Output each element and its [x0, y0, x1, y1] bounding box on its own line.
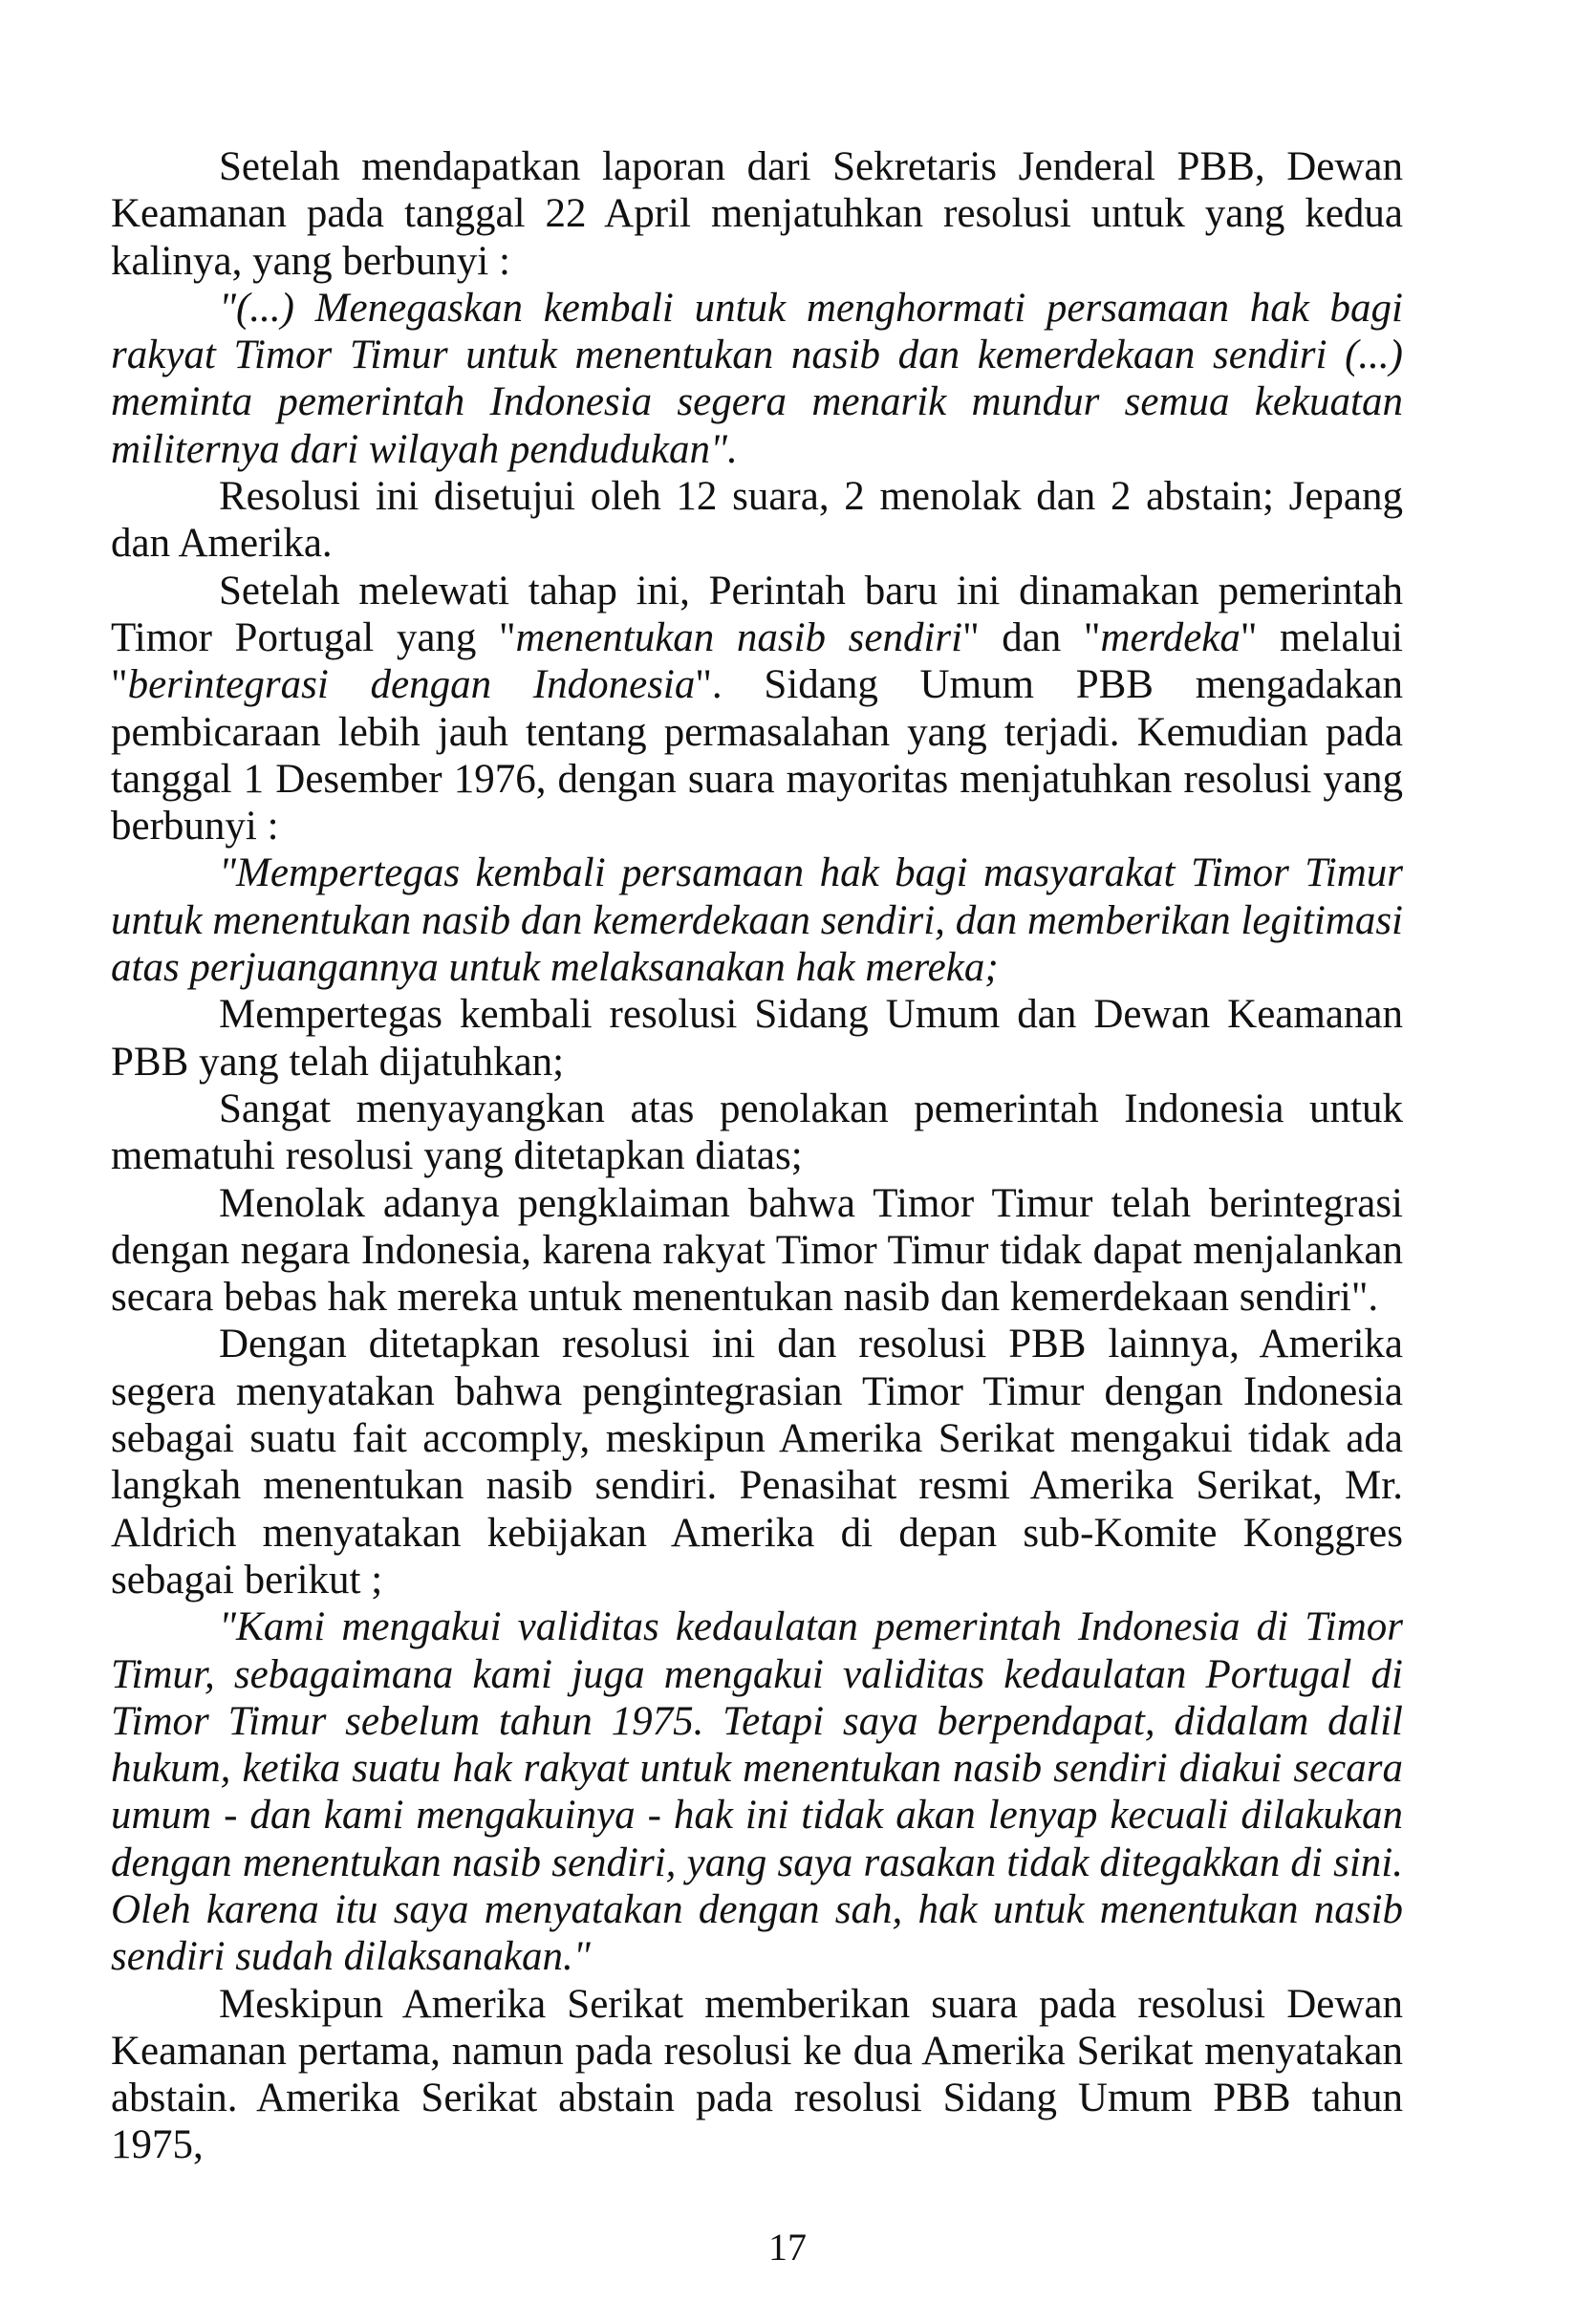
text-segment: ". Sidang Umum PBB mengadakan pembicaraan lebih jauh tentang permasalahan yang terjadi. Kemudian pada tanggal 1 Desember 1976, dengan suara mayoritas menjatuhkan resolusi yang berbunyi : [111, 662, 1403, 850]
italic-segment: merdeka [1100, 614, 1241, 660]
paragraph-resolution-point-3: Sangat menyayangkan atas penolakan pemerintah Indonesia untuk mematuhi resolusi yang ditetapkan diatas; [111, 1086, 1403, 1179]
paragraph-general-assembly [111, 568, 1403, 850]
quote-general-assembly-resolution: "Mempertegas kembali persamaan hak bagi masyarakat Timor Timur untuk menentukan nasib dan kemerdekaan sendiri, dan memberikan legitimasi atas perjuangannya untuk melaksanakan hak mereka; [111, 850, 1403, 991]
paragraph-resolution-point-4: Menolak adanya pengklaiman bahwa Timor Timur telah berintegrasi dengan negara Indonesia, karena rakyat Timor Timur tidak dapat menjalankan secara bebas hak mereka untuk menentukan nasib dan kemerdekaan sendiri". [111, 1180, 1403, 1321]
text-segment: " dan " [962, 614, 1101, 660]
page-number: 17 [768, 2226, 807, 2269]
paragraph-us-position: Dengan ditetapkan resolusi ini dan resolusi PBB lainnya, Amerika segera menyatakan bahwa pengintegrasian Timor Timur dengan Indonesia sebagai suatu fait accomply, meskipun Amerika Serikat mengakui tidak ada langkah menentukan nasib sendiri. Penasihat resmi Amerika Serikat, Mr. Aldrich menyatakan kebijakan Amerika di depan sub-Komite Konggres sebagai berikut ; [111, 1322, 1403, 1603]
italic-segment: berintegrasi dengan Indonesia [127, 662, 696, 708]
quote-security-council-resolution: "(...) Menegaskan kembali untuk menghormati persamaan hak bagi rakyat Timor Timur untuk menentukan nasib dan kemerdekaan sendiri (...) meminta pemerintah Indonesia segera menarik mundur semua kekuatan militernya dari wilayah pendudukan". [111, 285, 1403, 472]
italic-segment: menentukan nasib sendiri [515, 614, 963, 660]
paragraph-us-abstain: Meskipun Amerika Serikat memberikan suara pada resolusi Dewan Keamanan pertama, namun pada resolusi ke dua Amerika Serikat menyatakan abstain. Amerika Serikat abstain pada resolusi Sidang Umum PBB tahun 1975, [111, 1981, 1403, 2168]
quote-aldrich-statement: "Kami mengakui validitas kedaulatan pemerintah Indonesia di Timor Timur, sebagaimana kami juga mengakui validitas kedaulatan Portugal di Timor Timur sebelum tahun 1975. Tetapi saya berpendapat, didalam dalil hukum, ketika suatu hak rakyat untuk menentukan nasib sendiri diakui secara umum - dan kami mengakuinya - hak ini tidak akan lenyap kecuali dilakukan dengan menentukan nasib sendiri, yang saya rasakan tidak ditegakkan di sini. Oleh karena itu saya menyatakan dengan sah, hak untuk menentukan nasib sendiri sudah dilaksanakan." [111, 1604, 1403, 1980]
paragraph-resolution-point-2: Mempertegas kembali resolusi Sidang Umum dan Dewan Keamanan PBB yang telah dijatuhkan; [111, 992, 1403, 1085]
paragraph-report-security-council: Setelah mendapatkan laporan dari Sekretaris Jenderal PBB, Dewan Keamanan pada tanggal 22 April menjatuhkan resolusi untuk yang kedua kalinya, yang berbunyi : [111, 144, 1403, 284]
paragraph-vote-result: Resolusi ini disetujui oleh 12 suara, 2 menolak dan 2 abstain; Jepang dan Amerika. [111, 474, 1403, 567]
body-text [111, 143, 1403, 2169]
text-segment: " melalui " [111, 614, 1403, 708]
text-segment: Setelah melewati tahap ini, Perintah baru ini dinamakan pemerintah Timor Portugal yang " [111, 568, 1403, 660]
